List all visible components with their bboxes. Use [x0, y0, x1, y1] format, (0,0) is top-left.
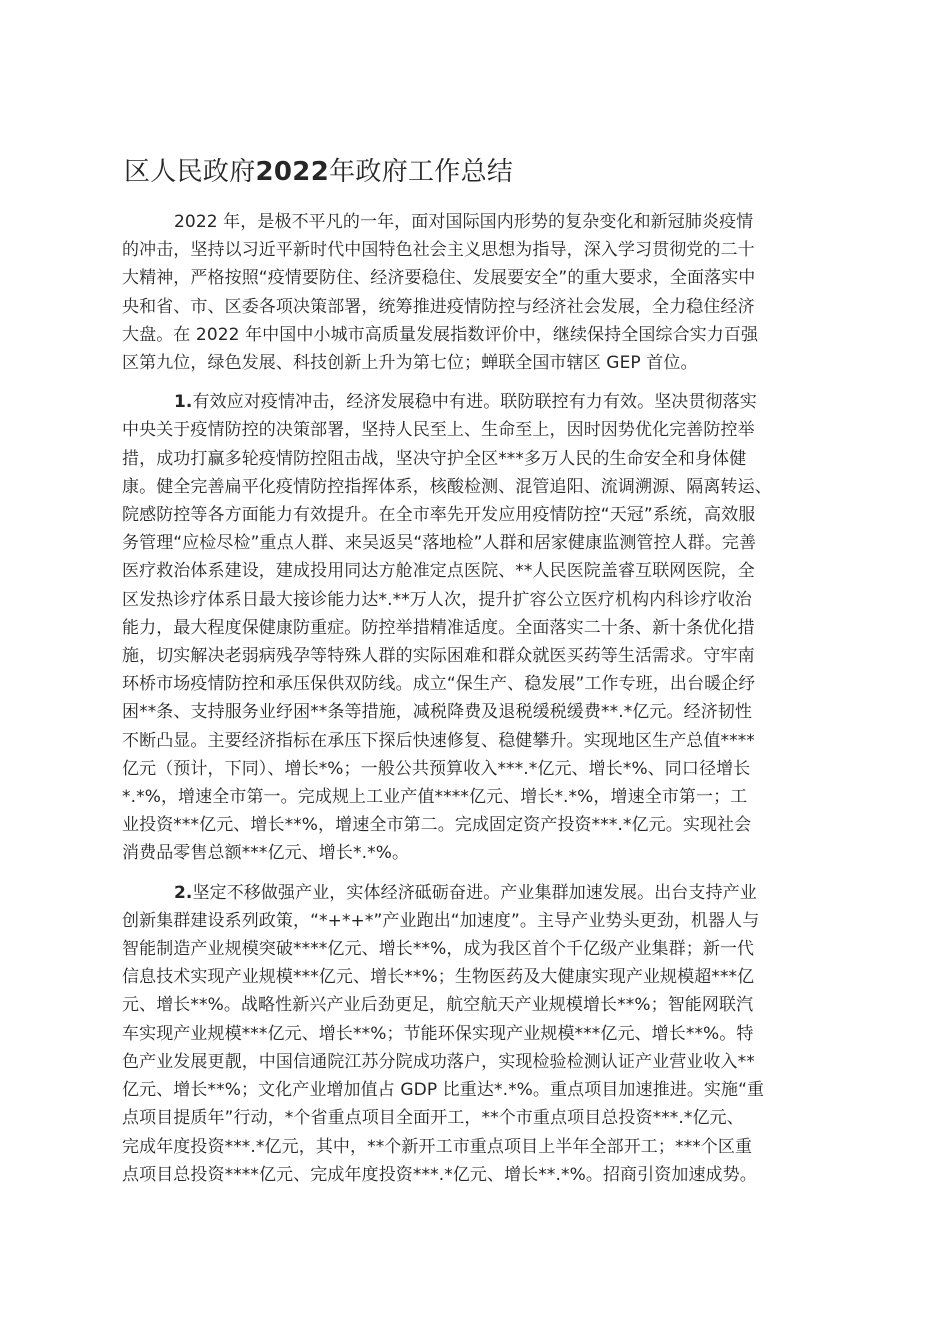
text-line: 智能制造产业规模突破****亿元、增长**%，成为我区首个千亿级产业集群；新一代 [122, 939, 755, 960]
text-line: 创新集群建设系列政策，“*+*+*”产业跑出“加速度”。主导产业势头更劲，机器人与 [122, 910, 760, 931]
section-heading-text: 有效应对疫情冲击，经济发展稳中有进。联防联控有力有效。坚决贯彻落实 [192, 392, 757, 413]
section-number: 2. [174, 882, 193, 903]
text-line: *.*%，增速全市第一。完成规上工业产值****亿元、增长*.*%，增速全市第一；工 [122, 787, 748, 808]
text-line [122, 879, 838, 907]
text-line [122, 388, 838, 416]
text-line: 亿元、增长**%；文化产业增加值占 GDP 比重达*.*%。重点项目加速推进。实施“重 [122, 1080, 765, 1101]
text-line: 医疗救治体系建设，建成投用同达方舱准定点医院、**人民医院盖睿互联网医院，全 [122, 561, 755, 582]
section-number: 1. [174, 392, 193, 413]
title-year: 2022 [255, 157, 330, 187]
text-line: 施，切实解决老弱病残孕等特殊人群的实际困难和群众就医买药等生活需求。守牢南 [122, 646, 755, 667]
text-line: 业投资***亿元、增长**%，增速全市第二。完成固定资产投资***.*亿元。实现社会 [122, 815, 752, 836]
title-suffix: 年政府工作总结 [329, 157, 514, 187]
text-line: 困**条、支持服务业纾困**条等措施，减税降费及退税缓税缓费**.*亿元。经济韧性 [122, 702, 753, 723]
text-line: 车实现产业规模***亿元、增长**%；节能环保实现产业规模***亿元、增长**%。特 [122, 1023, 754, 1044]
document-title [124, 152, 844, 192]
text-line: 元、增长**%。战略性新兴产业后劲更足，航空航天产业规模增长**%；智能网联汽 [122, 995, 754, 1016]
paragraph-section-1 [122, 388, 838, 867]
text-line: 区第九位，绿色发展、科技创新上升为第七位；蝉联全国市辖区 GEP 首位。 [122, 353, 698, 374]
text-line: 大盘。在 2022 年中国中小城市高质量发展指数评价中，继续保持全国综合实力百强 [122, 324, 759, 345]
paragraph-intro [122, 208, 838, 377]
text-line: 亿元（预计，下同）、增长*%；一般公共预算收入***.*亿元、增长*%、同口径增长 [122, 758, 751, 779]
text-line: 区发热诊疗体系日最大接诊能力达*.**万人次，提升扩容公立医疗机构内科诊疗收治 [122, 589, 752, 610]
title-prefix: 区人民政府 [124, 157, 256, 187]
text-line: 务管理“应检尽检”重点人群、来吴返吴“落地检”人群和居家健康监测管控人群。完善 [122, 533, 757, 554]
section-heading-text: 坚定不移做强产业，实体经济砥砺奋进。产业集群加速发展。出台支持产业 [192, 882, 757, 903]
text-line: 中央关于疫情防控的决策部署，坚持人民至上、生命至上，因时因势优化完善防控举 [122, 420, 755, 441]
text-line: 信息技术实现产业规模***亿元、增长**%；生物医药及大健康实现产业规模超***亿 [122, 967, 755, 988]
document-body [122, 208, 838, 1200]
text-line: 不断凸显。主要经济指标在承压下探后快速修复、稳健攀升。实现地区生产总值**** [122, 730, 755, 751]
text-line: 央和省、市、区委各项决策部署，统筹推进疫情防控与经济社会发展，全力稳住经济 [122, 296, 755, 317]
text-line: 院感防控等各方面能力有效提升。在全市率先开发应用疫情防控“天冠”系统，高效服 [122, 505, 756, 526]
text-line: 点项目提质年”行动，*个省重点项目全面开工，**个市重点项目总投资***.*亿元、 [122, 1108, 744, 1129]
text-line: 的冲击，坚持以习近平新时代中国特色社会主义思想为指导，深入学习贯彻党的二十 [122, 240, 755, 261]
text-line: 能力，最大程度保健康防重症。防控举措精准适度。全面落实二十条、新十条优化措 [122, 617, 755, 638]
text-line: 环桥市场疫情防控和承压保供双防线。成立“保生产、稳发展”工作专班，出台暖企纾 [122, 674, 756, 695]
text-line: 大精神，严格按照“疫情要防住、经济要稳住、发展要安全”的重大要求，全面落实中 [122, 268, 756, 289]
text-line: 完成年度投资***.*亿元，其中，**个新开工市重点项目上半年全部开工；***个区重 [122, 1136, 753, 1157]
text-line: 措，成功打赢多轮疫情防控阻击战，坚决守护全区***多万人民的生命安全和身体健 [122, 448, 747, 469]
paragraph-section-2 [122, 879, 838, 1189]
text-line: 2022 年，是极不平凡的一年，面对国际国内形势的复杂变化和新冠肺炎疫情 [174, 212, 754, 232]
text-line: 消费品零售总额***亿元、增长*.*%。 [122, 843, 410, 864]
text-line: 康。健全完善扁平化疫情防控指挥体系，核酸检测、混管追阳、流调溯源、隔离转运、 [122, 476, 772, 497]
text-line: 色产业发展更靓，中国信通院江苏分院成功落户，实现检验检测认证产业营业收入** [122, 1051, 755, 1072]
text-line: 点项目总投资****亿元、完成年度投资***.*亿元、增长**.*%。招商引资加速成势。 [122, 1164, 757, 1185]
